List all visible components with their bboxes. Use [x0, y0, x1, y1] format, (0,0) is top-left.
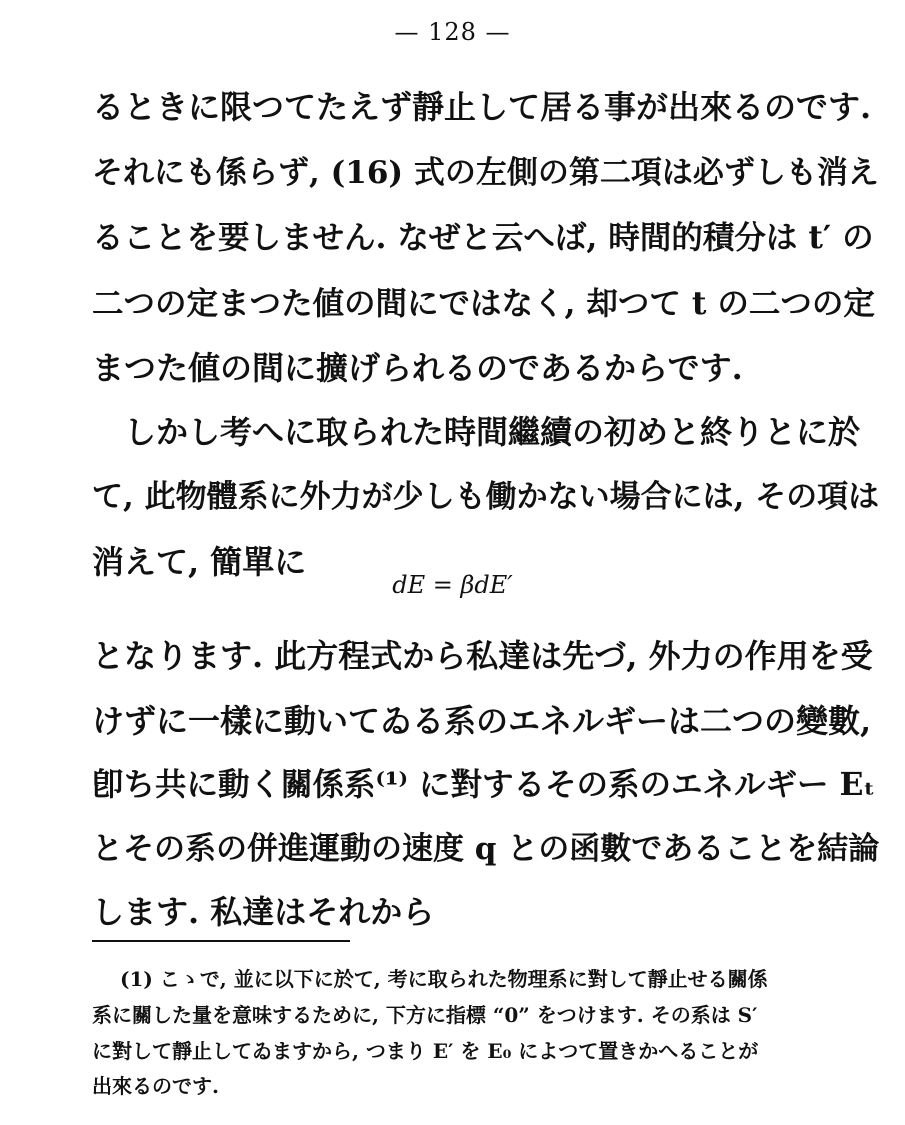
text-line: します. 私達はそれから	[92, 893, 435, 931]
footnote-rule	[92, 940, 350, 942]
footnote-line: 系に關した量を意味するために, 下方に指標 “0” をつけます. その系は S′	[92, 1003, 758, 1027]
text-line: 卽ち共に動く關係系⁽¹⁾ に對するその系のエネルギー Eₜ	[92, 766, 876, 803]
footnote-line: に對して靜止してゐますから, つまり E′ を E₀ によつて置きかへることが	[92, 1039, 759, 1063]
footnote-line: (1) こゝで, 並に以下に於て, 考に取られた物理系に對して靜止せる關係	[120, 967, 768, 991]
text-line: まつた値の間に擴げられるのであるからです.	[92, 349, 743, 387]
text-line: それにも係らず, (16) 式の左側の第二項は必ずしも消え	[92, 155, 879, 191]
text-line: とその系の併進運動の速度 q との函數であることを結論	[92, 831, 880, 867]
page-number: — 128 —	[394, 18, 511, 46]
text-line: るときに限つてたえず靜止して居る事が出來るのです.	[92, 88, 872, 126]
text-line: ることを要しません. なぜと云へば, 時間的積分は t′ の	[92, 219, 874, 256]
text-line: けずに一樣に動いてゐる系のエネルギーは二つの變數,	[92, 702, 872, 740]
text-line: しかし考へに取られた時間繼續の初めと終りとに於	[124, 413, 861, 451]
text-line: 消えて, 簡單に	[92, 543, 307, 581]
text-line: となります. 此方程式から私達は先づ, 外力の作用を受	[92, 637, 873, 675]
display-equation: dE = βdE′	[392, 571, 513, 599]
text-line: 二つの定まつた値の間にではなく, 却つて t の二つの定	[92, 285, 875, 322]
footnote-line: 出來るのです.	[92, 1074, 219, 1098]
text-line: て, 此物體系に外力が少しも働かない場合には, その項は	[92, 479, 880, 515]
